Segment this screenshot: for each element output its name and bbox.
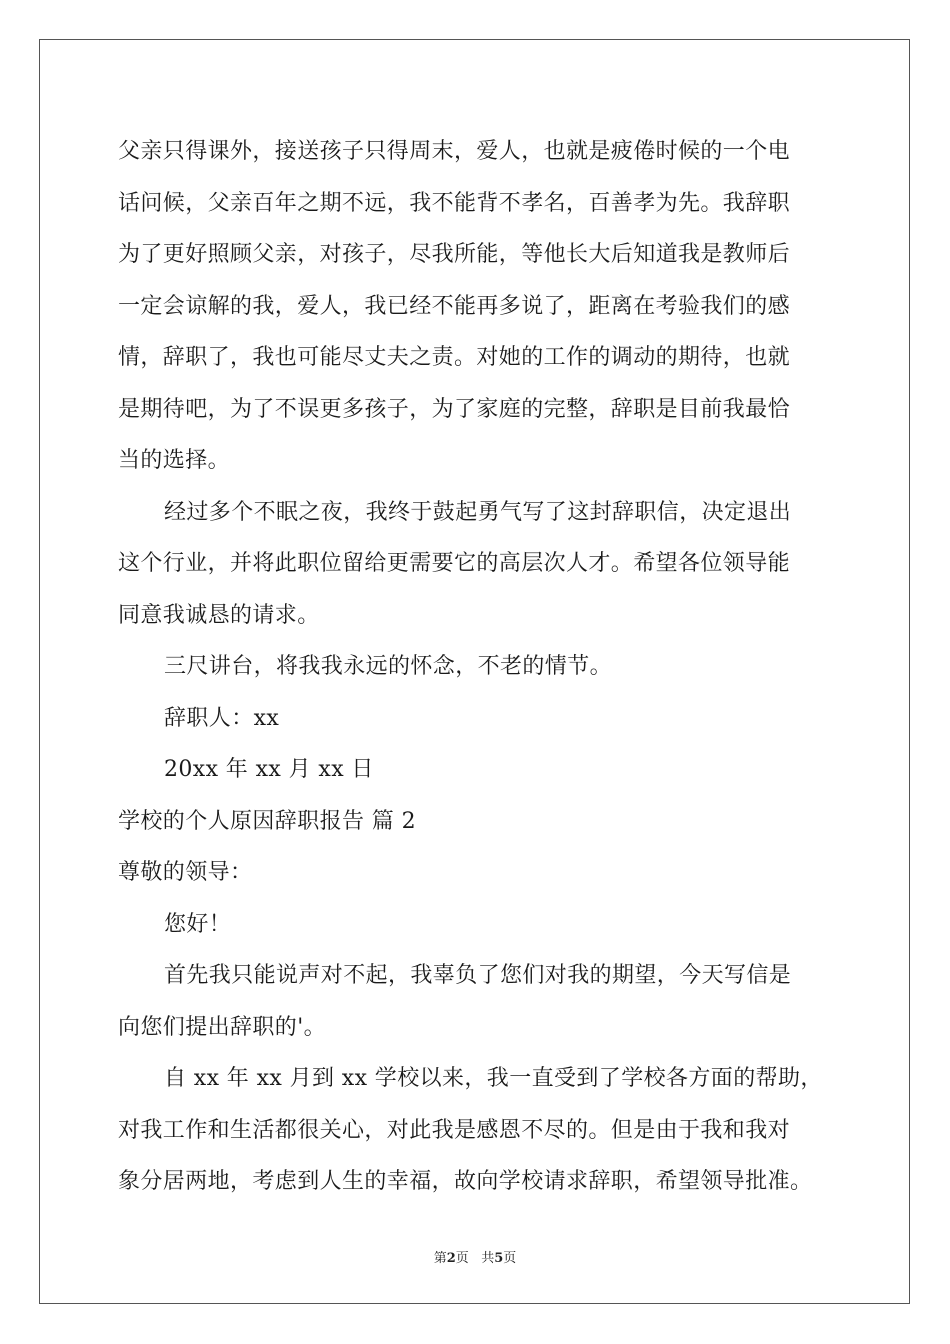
page-suffix: 页 [455,1251,469,1266]
total-prefix: 共 [481,1251,495,1266]
text-line: 是期待吧，为了不误更多孩子，为了家庭的完整，辞职是目前我最恰 [118,396,791,422]
greeting-line: 您好！ [164,911,232,937]
paragraph-start-line: 三尺讲台，将我我永远的怀念，不老的情节。 [164,654,613,679]
signature-line: 辞职人：xx [164,705,280,731]
page-prefix: 第 [433,1251,447,1266]
text-line: 向您们提出辞职的'。 [118,1014,327,1040]
text-line: 象分居两地，考虑到人生的幸福，故向学校请求辞职，希望领导批准。 [118,1169,813,1194]
page-footer [0,1247,950,1266]
paragraph-start-line: 自 xx 年 xx 月到 xx 学校以来，我一直受到了学校各方面的帮助， [164,1066,823,1091]
salutation-line: 尊敬的领导： [118,860,253,885]
text-line: 话问候，父亲百年之期不远，我不能背不孝名，百善孝为先。我辞职 [118,190,791,216]
text-line: 这个行业，并将此职位留给更需要它的高层次人才。希望各位领导能 [118,551,791,576]
date-line: 20xx 年 xx 月 xx 日 [164,757,374,782]
total-suffix: 页 [503,1251,517,1266]
text-line: 父亲只得课外，接送孩子只得周末，爱人，也就是疲倦时候的一个电 [118,139,791,164]
text-line: 当的选择。 [118,448,231,473]
text-line: 对我工作和生活都很关心，对此我是感恩不尽的。但是由于我和我对 [118,1117,791,1143]
document-body [118,126,834,1208]
section-title: 学校的个人原因辞职报告 篇 2 [118,808,416,834]
paragraph-start-line: 首先我只能说声对不起，我辜负了您们对我的期望，今天写信是 [164,963,792,988]
text-line: 同意我诚恳的请求。 [118,602,320,628]
text-line: 为了更好照顾父亲，对孩子，尽我所能，等他长大后知道我是教师后 [118,242,791,267]
page-total-number: 5 [494,1251,504,1266]
text-line: 情，辞职了，我也可能尽丈夫之责。对她的工作的调动的期待，也就 [118,345,791,370]
paragraph-start-line: 经过多个不眠之夜，我终于鼓起勇气写了这封辞职信，决定退出 [164,499,792,525]
text-line: 一定会谅解的我，爱人，我已经不能再多说了，距离在考验我们的感 [118,293,791,319]
page-current-number: 2 [446,1251,456,1266]
